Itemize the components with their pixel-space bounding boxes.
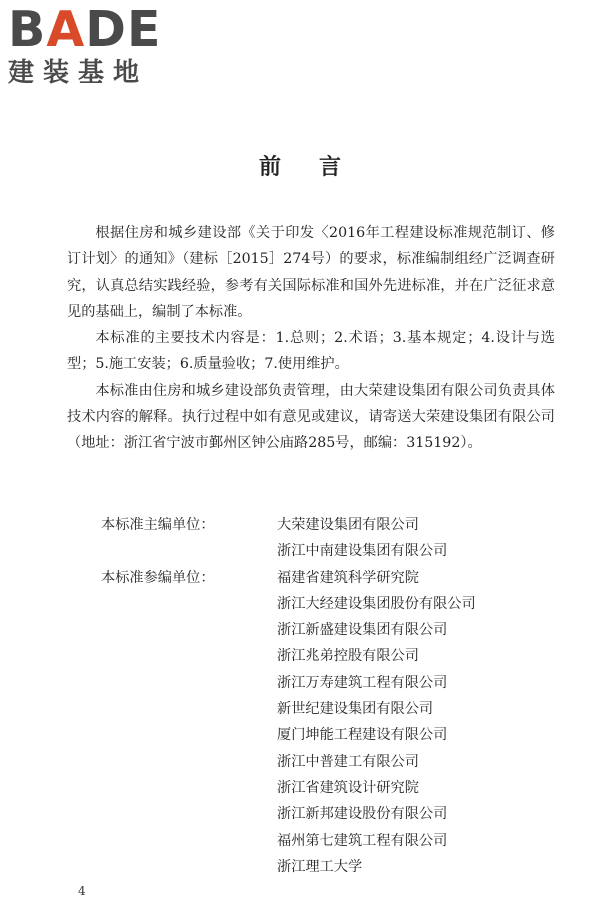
participating-unit: 浙江万寿建筑工程有限公司 [277,674,448,691]
logo-subtitle: 建装基地 [8,58,149,88]
logo-letters-de: DE [85,1,162,58]
participating-unit: 浙江理工大学 [277,858,363,875]
preface-paragraph-2: 本标准的主要技术内容是：1.总则；2.术语；3.基本规定；4.设计与选型；5.施工安装；6.质量验收；7.使用维护。 [67,330,555,373]
logo-wordmark [8,1,183,58]
editor-units [101,512,476,880]
chief-editor-unit: 大荣建设集团有限公司 [277,517,419,533]
chief-editor-unit: 浙江中南建设集团有限公司 [277,543,448,560]
preface-paragraph-1: 根据住房和城乡建设部《关于印发〈2016年工程建设标准规范制订、修订计划〉的通知》（建标［2015］274号）的要求，标准编制组经广泛调查研究，认真总结实践经验，参考有关国际标准和国外先进标准，并在广泛征求意见的基础上，编制了本标准。 [67,225,555,320]
chief-editor-label: 本标准主编单位： [101,517,215,533]
page-number: 4 [78,884,86,898]
chief-editor-list [277,512,447,565]
participating-unit: 浙江兆弟控股有限公司 [277,648,419,665]
participating-unit: 浙江新邦建设股份有限公司 [277,806,448,823]
participating-label: 本标准参编单位： [101,569,215,586]
logo-letter-a-accent: A [46,1,86,58]
logo-letter-b: B [8,1,47,58]
participating-unit: 福州第七建筑工程有限公司 [277,832,448,849]
participating-unit: 福建省建筑科学研究院 [277,569,419,586]
participating-units [101,565,476,881]
participating-unit: 厦门坤能工程建设有限公司 [277,727,448,744]
participating-unit: 浙江中普建工有限公司 [277,753,419,770]
participating-list [277,565,476,881]
participating-unit: 浙江新盛建设集团有限公司 [277,622,448,639]
preface-paragraph-3: 本标准由住房和城乡建设部负责管理，由大荣建设集团有限公司负责具体技术内容的解释。执行过程中如有意见或建议，请寄送大荣建设集团有限公司（地址：浙江省宁波市鄞州区钟公庙路285号，邮编：315192）。 [67,382,555,452]
page-title: 前言 [258,154,379,180]
participating-unit: 新世纪建设集团有限公司 [277,701,434,718]
participating-unit: 浙江大经建设集团股份有限公司 [277,595,476,612]
participating-unit: 浙江省建筑设计研究院 [277,779,419,796]
chief-editor-units [101,512,476,565]
preface-body [67,220,555,457]
bade-logo [8,1,183,92]
